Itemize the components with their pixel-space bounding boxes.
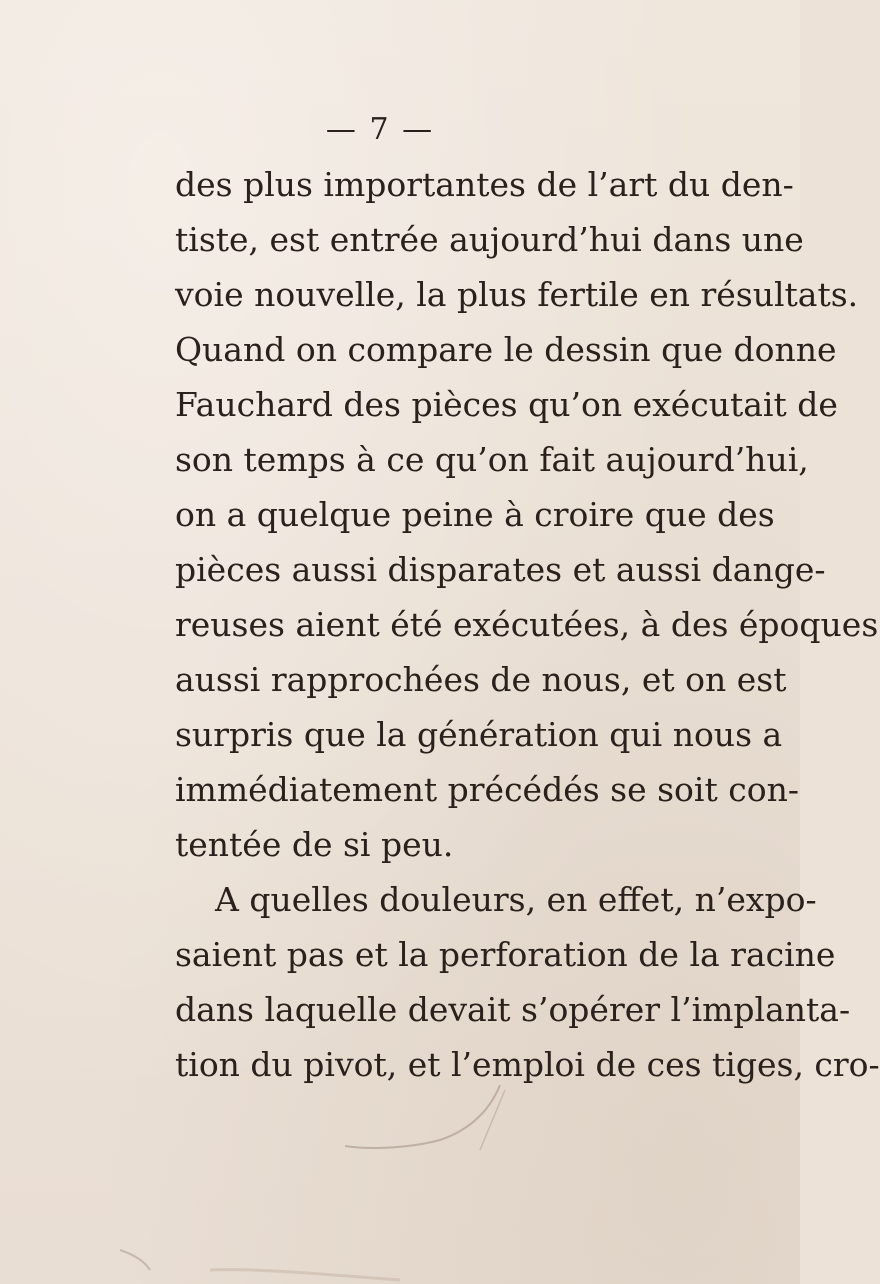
text-line: reuses aient été exécutées, à des époques (175, 605, 879, 644)
text-line: son temps à ce qu’on fait aujourd’hui, (175, 440, 809, 479)
text-line: Quand on compare le dessin que donne (175, 330, 837, 369)
text-line: A quelles douleurs, en effet, n’expo- (215, 880, 817, 919)
text-line: tiste, est entrée aujourd’hui dans une (175, 220, 804, 259)
text-line: pièces aussi disparates et aussi dange- (175, 550, 826, 589)
text-line: dans laquelle devait s’opérer l’implanta- (175, 990, 851, 1029)
text-line: saient pas et la perforation de la racine (175, 935, 836, 974)
text-line: immédiatement précédés se soit con- (175, 770, 799, 809)
text-line: tentée de si peu. (175, 825, 454, 864)
text-line: on a quelque peine à croire que des (175, 495, 775, 534)
text-line: tion du pivot, et l’emploi de ces tiges, cro- (175, 1045, 880, 1084)
text-line: aussi rapprochées de nous, et on est (175, 660, 787, 699)
text-line: surpris que la génération qui nous a (175, 715, 783, 754)
page-number: — 7 — (325, 112, 435, 147)
text-line: des plus importantes de l’art du den- (175, 165, 794, 204)
text-line: voie nouvelle, la plus fertile en résultats. (175, 275, 859, 314)
text-line: Fauchard des pièces qu’on exécutait de (175, 385, 838, 424)
